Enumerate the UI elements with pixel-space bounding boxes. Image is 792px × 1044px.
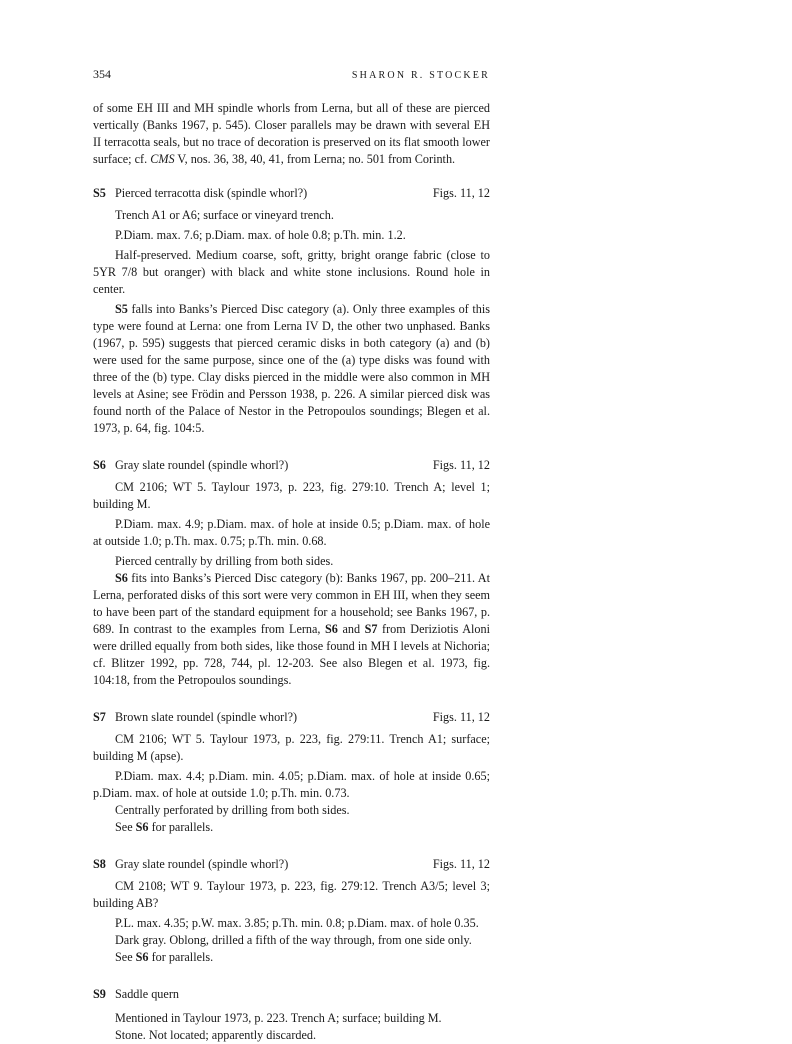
catalog-entry-s7	[93, 709, 490, 836]
entry-description: Dark gray. Oblong, drilled a fifth of the way through, from one side only.	[115, 933, 472, 947]
entry-description: Pierced centrally by drilling from both sides.	[115, 554, 334, 568]
entry-figure-ref: Figs. 11, 12	[432, 857, 490, 871]
entry-provenance: Mentioned in Taylour 1973, p. 223. Trench A; surface; building M.	[115, 1011, 442, 1025]
entry-figure-ref: Figs. 11, 12	[432, 458, 490, 472]
entry-discussion: S6 fits into Banks’s Pierced Disc category (b): Banks 1967, pp. 200–211. At Lerna, perforated disks of this sort were very common in EH III, when they seem to have been part of the standard equipment for a household; see Banks 1967, p. 689. In contrast to the examples from Lerna, S6 and S7 from Deriziotis Aloni were drilled equally from both sides, like those found in MH I levels at Nichoria; cf. Blitzer 1992, pp. 728, 744, pl. 12-203. See also Blegen et al. 1973, fig. 104:18, from the Petropoulos soundings.	[93, 571, 490, 687]
entry-heading	[93, 986, 490, 1003]
entry-title: Pierced terracotta disk (spindle whorl?)	[115, 186, 308, 200]
entry-heading	[93, 709, 490, 726]
cms-citation: CMS	[150, 152, 175, 166]
entry-description: Half-preserved. Medium coarse, soft, gritty, bright orange fabric (close to 5YR 7/8 but oranger) with black and white stone inclusions. Round hole in center.	[93, 248, 490, 296]
entry-dimensions: P.L. max. 4.35; p.W. max. 3.85; p.Th. min. 0.8; p.Diam. max. of hole 0.35.	[115, 916, 479, 930]
entry-figure-ref: Figs. 11, 12	[432, 186, 490, 200]
entry-id: S8	[93, 857, 106, 871]
entry-heading	[93, 856, 490, 873]
entry-heading	[93, 457, 490, 474]
entry-title: Saddle quern	[115, 987, 179, 1001]
entry-title: Brown slate roundel (spindle whorl?)	[115, 710, 298, 724]
document-page	[93, 66, 490, 1044]
entry-figure-ref: Figs. 11, 12	[432, 710, 490, 724]
entry-see-also: See S6 for parallels.	[115, 820, 214, 834]
entry-description: Centrally perforated by drilling from both sides.	[115, 803, 350, 817]
entry-provenance: CM 2106; WT 5. Taylour 1973, p. 223, fig. 279:10. Trench A; level 1; building M.	[93, 480, 490, 511]
entry-provenance: CM 2106; WT 5. Taylour 1973, p. 223, fig. 279:11. Trench A1; surface; building M (apse).	[93, 732, 490, 763]
entry-id: S6	[93, 458, 106, 472]
page-header	[93, 66, 490, 83]
entry-id: S9	[93, 987, 106, 1001]
page-number: 354	[93, 67, 111, 81]
entry-dimensions: P.Diam. max. 4.4; p.Diam. min. 4.05; p.Diam. max. of hole at inside 0.65; p.Diam. max. of hole at outside 1.0; p.Th. min. 0.73.	[93, 769, 490, 800]
running-head: SHARON R. STOCKER	[351, 70, 490, 81]
entry-title: Gray slate roundel (spindle whorl?)	[115, 458, 289, 472]
entry-discussion: S5 falls into Banks’s Pierced Disc category (a). Only three examples of this type were found at Lerna: one from Lerna IV D, the other two unphased. Banks (1967, p. 595) suggests that pierced ceramic disks in both category (a) and (b) were used for the same purpose, since one of the (a) type disks was found with three of the (b) type. Clay disks pierced in the middle were also common in MH levels at Asine; see Frödin and Persson 1938, p. 226. A similar pierced disk was found north of the Palace of Nestor in the Petropoulos soundings; Blegen et al. 1973, p. 64, fig. 104:5.	[93, 302, 490, 435]
entry-title: Gray slate roundel (spindle whorl?)	[115, 857, 289, 871]
intro-paragraph: of some EH III and MH spindle whorls from Lerna, but all of these are pierced vertically (Banks 1967, p. 545). Closer parallels may be drawn with several EH II terracotta seals, but no trace of decoration is preserved on its flat smooth lower surface; cf. CMS V, nos. 36, 38, 40, 41, from Lerna; no. 501 from Corinth.	[93, 101, 490, 166]
entry-id: S5	[93, 186, 106, 200]
entry-dimensions: P.Diam. max. 7.6; p.Diam. max. of hole 0.8; p.Th. min. 1.2.	[115, 228, 406, 242]
catalog-entry-s6	[93, 457, 490, 689]
catalog-entry-s5	[93, 185, 490, 437]
entry-dimensions: P.Diam. max. 4.9; p.Diam. max. of hole at inside 0.5; p.Diam. max. of hole at outside 1.0; p.Th. max. 0.75; p.Th. min. 0.68.	[93, 517, 490, 548]
entry-heading	[93, 185, 490, 202]
entry-see-also: See S6 for parallels.	[115, 950, 214, 964]
entry-provenance: CM 2108; WT 9. Taylour 1973, p. 223, fig. 279:12. Trench A3/5; level 3; building AB?	[93, 879, 490, 910]
catalog-entry-s9	[93, 986, 490, 1044]
entry-description: Stone. Not located; apparently discarded.	[115, 1028, 317, 1042]
entry-id: S7	[93, 710, 106, 724]
entry-provenance: Trench A1 or A6; surface or vineyard trench.	[115, 208, 334, 222]
catalog-entry-s8	[93, 856, 490, 966]
